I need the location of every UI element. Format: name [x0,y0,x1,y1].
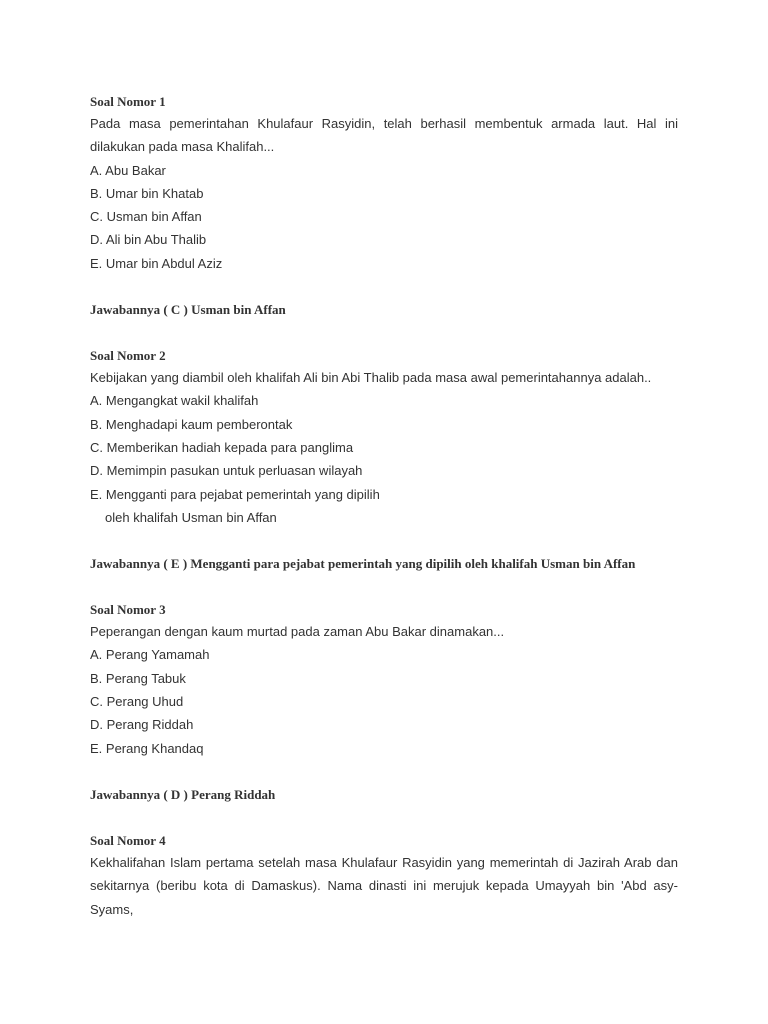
question-title: Soal Nomor 1 [90,94,166,109]
option-b: B. Perang Tabuk [90,670,186,686]
option-a: A. Mengangkat wakil khalifah [90,393,259,409]
question-block-2 [90,345,678,574]
question-text: Peperangan dengan kaum murtad pada zaman Abu Bakar dinamakan... [90,624,505,640]
option-b: B. Umar bin Khatab [90,185,204,201]
option-a: A. Perang Yamamah [90,647,210,663]
answer-line: Jawabannya ( D ) Perang Riddah [90,786,276,802]
question-text: Kebijakan yang diambil oleh khalifah Ali bin Abi Thalib pada masa awal pemerintahannya adalah.. [90,370,652,386]
option-b: B. Menghadapi kaum pemberontak [90,416,293,432]
question-title: Soal Nomor 2 [90,348,166,364]
option-c: C. Perang Uhud [90,694,184,710]
option-d: D. Memimpin pasukan untuk perluasan wilayah [90,463,363,479]
option-c: C. Memberikan hadiah kepada para panglima [90,439,354,455]
question-title: Soal Nomor 3 [90,602,166,618]
option-e: E. Perang Khandaq [90,740,204,756]
option-d: D. Perang Riddah [90,717,194,733]
question-block-3 [90,599,678,805]
option-list [90,389,678,529]
option-a: A. Abu Bakar [90,162,166,178]
document-page [90,91,678,921]
option-e-continuation: oleh khalifah Usman bin Affan [105,509,277,525]
option-list [90,643,678,759]
option-list [90,159,678,275]
option-e: E. Umar bin Abdul Aziz [90,255,223,271]
question-block-4 [90,830,678,921]
question-title: Soal Nomor 4 [90,832,166,848]
question-block-1 [90,91,678,320]
question-text: Pada masa pemerintahan Khulafaur Rasyidin, telah berhasil membentuk armada laut. Hal ini dilakukan pada masa Khalifah... [90,116,678,155]
option-e-text: E. Mengganti para pejabat pemerintah yang dipilih [90,486,380,502]
option-e [90,483,678,530]
option-c: C. Usman bin Affan [90,209,202,225]
option-d: D. Ali bin Abu Thalib [90,232,207,248]
answer-line: Jawabannya ( E ) Mengganti para pejabat pemerintah yang dipilih oleh khalifah Usman bin Affan [90,556,636,572]
answer-line: Jawabannya ( C ) Usman bin Affan [90,302,286,318]
question-text: Kekhalifahan Islam pertama setelah masa Khulafaur Rasyidin yang memerintah di Jazirah Arab dan sekitarnya (beribu kota di Damaskus). Nama dinasti ini merujuk kepada Umayyah bin 'Abd asy-Syams, [90,854,678,917]
